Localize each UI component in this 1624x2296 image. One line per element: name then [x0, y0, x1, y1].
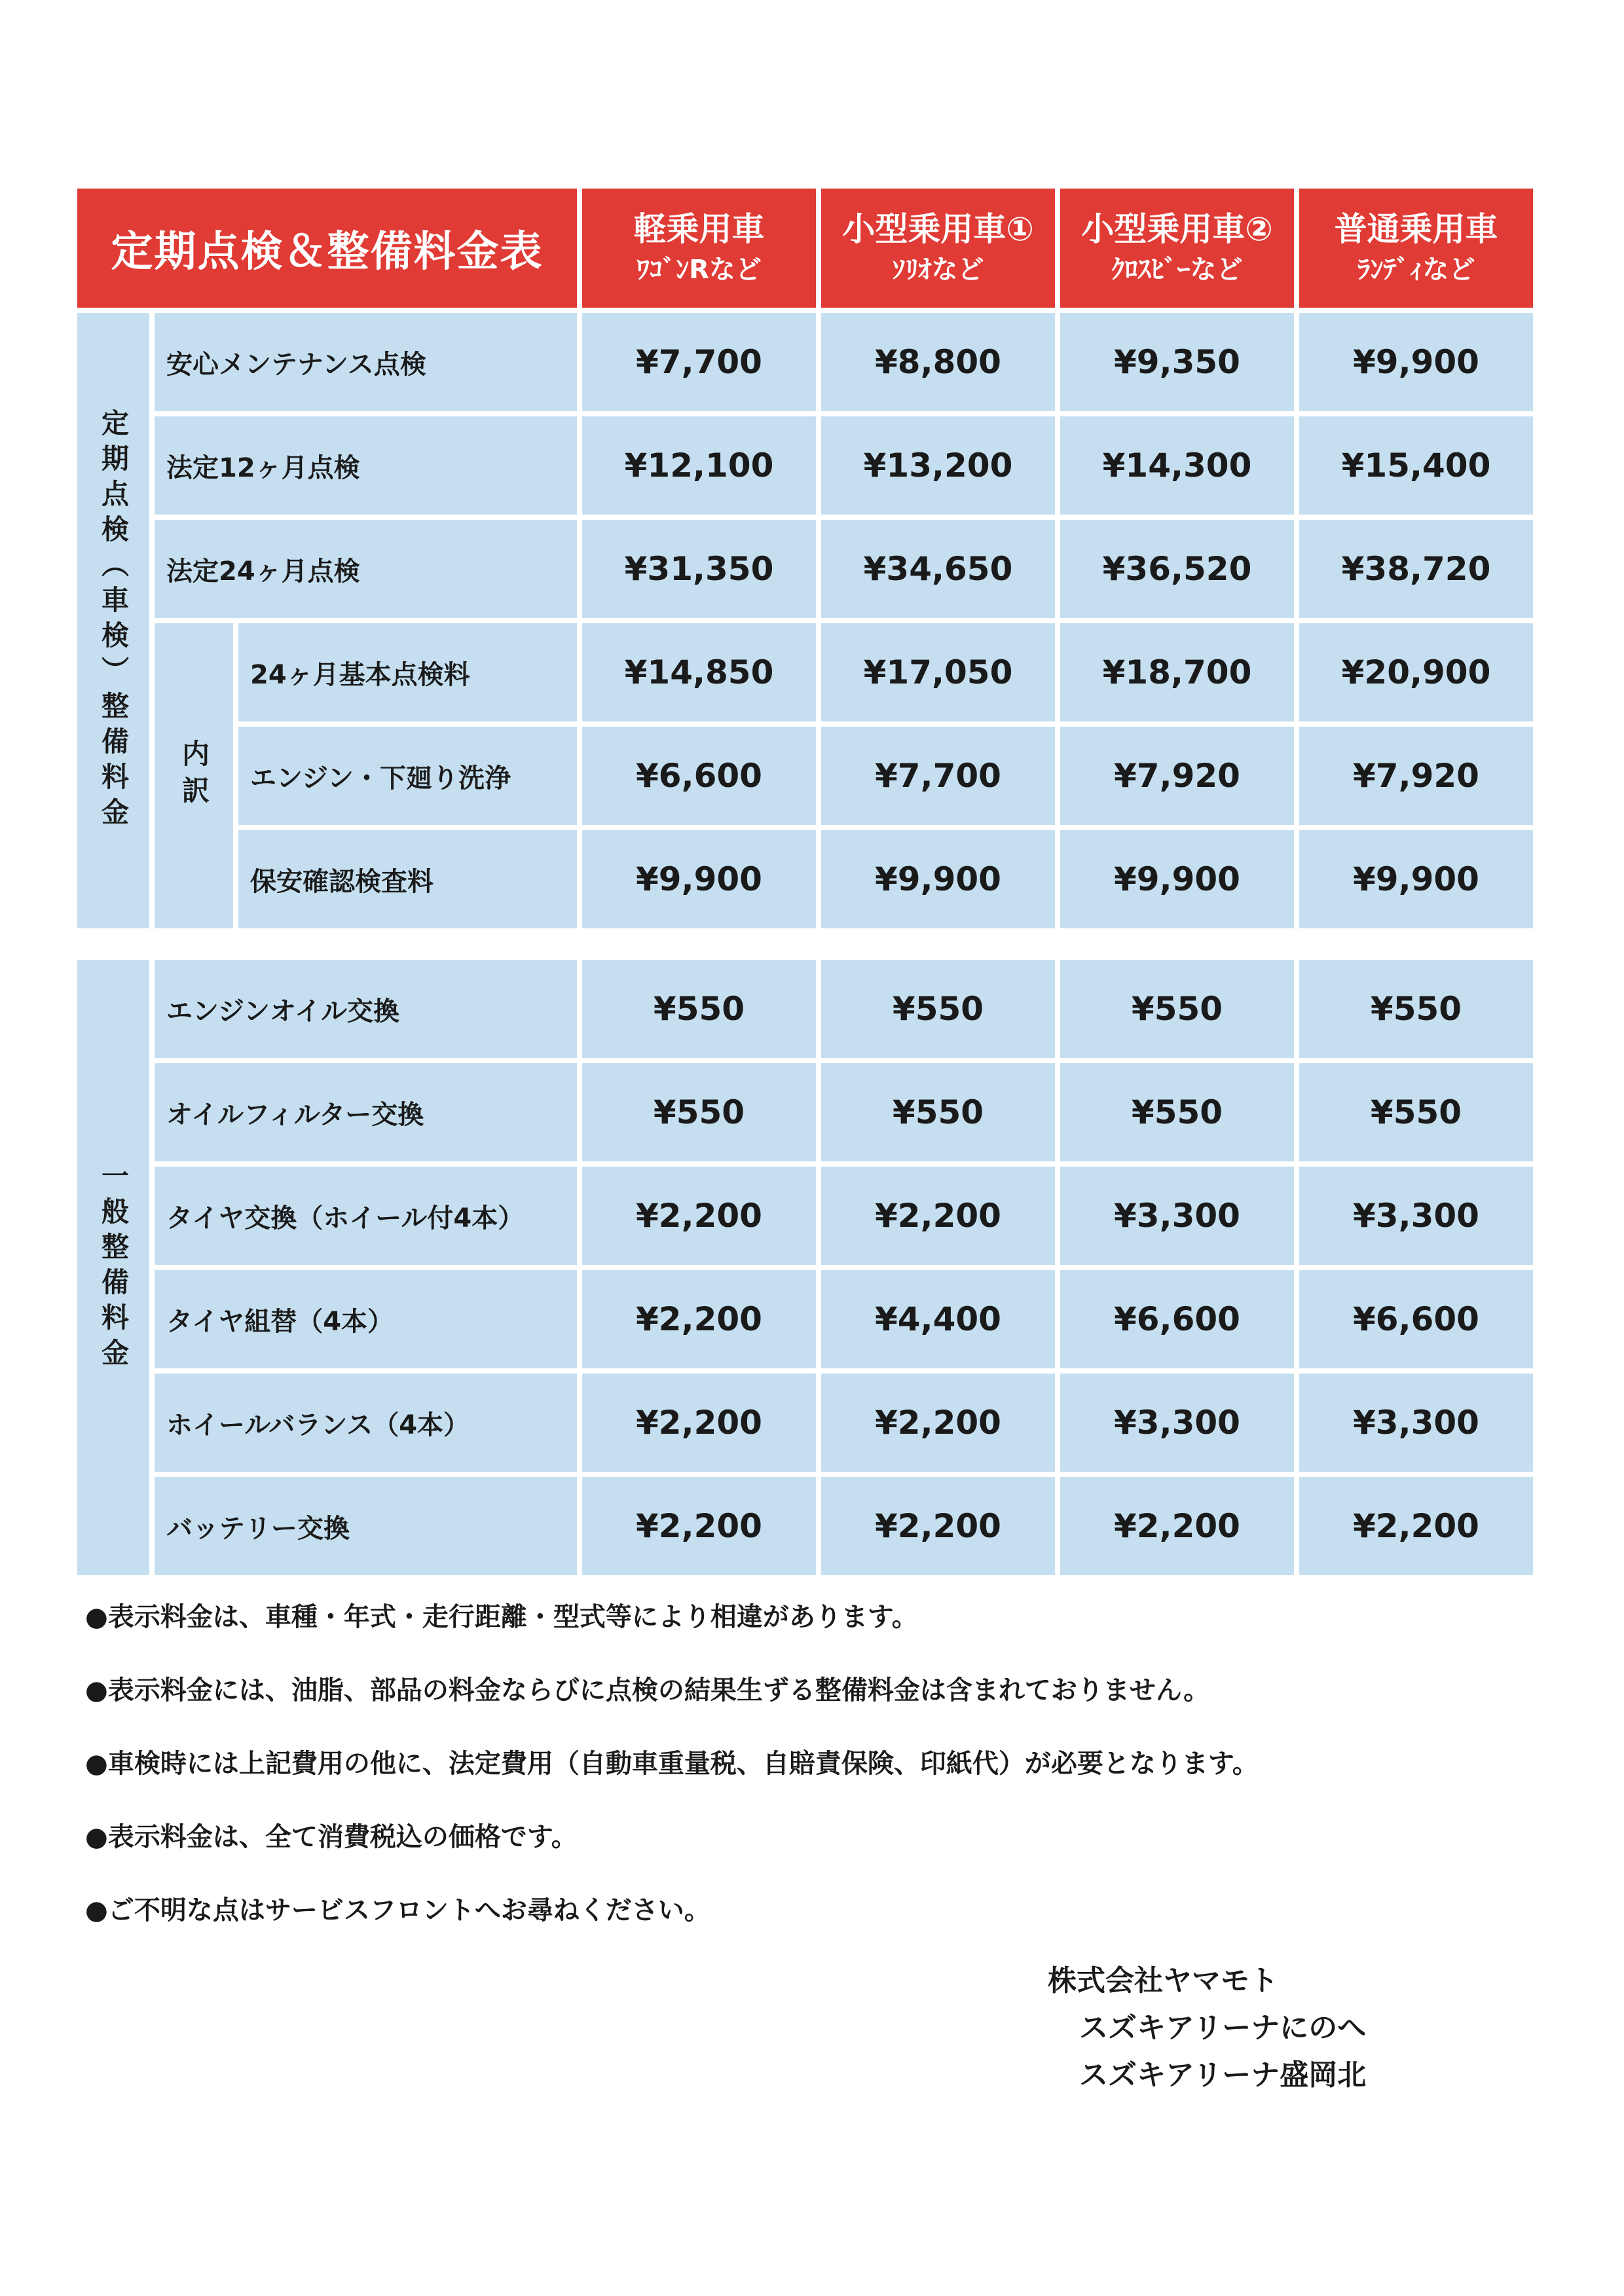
column-example: ｿﾘｵなど — [892, 255, 984, 285]
price-cell: ¥7,700 — [582, 313, 816, 411]
price-cell: ¥8,800 — [821, 313, 1055, 411]
column-name: 軽乗用車 — [633, 210, 765, 248]
price-cell: ¥550 — [582, 1063, 816, 1161]
column-name: 普通乗用車 — [1334, 210, 1498, 248]
row-label: エンジンオイル交換 — [155, 960, 577, 1058]
company-name: 株式会社ヤマモト — [1048, 1964, 1278, 1997]
breakdown-label: 内訳 — [155, 623, 233, 928]
price-table — [77, 189, 1533, 1575]
price-cell: ¥6,600 — [582, 727, 816, 825]
price-cell: ¥9,900 — [821, 830, 1055, 928]
price-cell: ¥2,200 — [821, 1477, 1055, 1575]
price-cell: ¥12,100 — [582, 416, 816, 515]
price-cell: ¥7,700 — [821, 727, 1055, 825]
price-cell: ¥18,700 — [1060, 623, 1294, 721]
note-item: ●車検時には上記費用の他に、法定費用（自動車重量税、自賠責保険、印紙代）が必要となります。 — [85, 1749, 1259, 1779]
price-cell: ¥550 — [582, 960, 816, 1058]
row-label: 保安確認検査料 — [238, 830, 577, 928]
price-cell: ¥550 — [821, 1063, 1055, 1161]
section-label-general: 一般整備料金 — [77, 960, 149, 1575]
note-item: ●ご不明な点はサービスフロントへお尋ねください。 — [85, 1895, 710, 1925]
column-name: 小型乗用車① — [842, 210, 1034, 248]
price-cell: ¥550 — [1060, 960, 1294, 1058]
price-cell: ¥9,350 — [1060, 313, 1294, 411]
price-cell: ¥7,920 — [1060, 727, 1294, 825]
row-label: ホイールバランス（4本） — [155, 1374, 577, 1472]
price-cell: ¥4,400 — [821, 1270, 1055, 1368]
row-label: 安心メンテナンス点検 — [155, 313, 577, 411]
price-cell: ¥3,300 — [1060, 1167, 1294, 1265]
column-header-small2 — [1060, 189, 1294, 308]
price-cell: ¥9,900 — [1060, 830, 1294, 928]
price-cell: ¥31,350 — [582, 520, 816, 618]
row-label: 法定12ヶ月点検 — [155, 416, 577, 515]
price-cell: ¥20,900 — [1299, 623, 1533, 721]
column-example: ｸﾛｽﾋﾞｰなど — [1111, 255, 1243, 285]
row-label: エンジン・下廻り洗浄 — [238, 727, 577, 825]
price-cell: ¥9,900 — [1299, 313, 1533, 411]
price-cell: ¥7,920 — [1299, 727, 1533, 825]
price-cell: ¥2,200 — [582, 1374, 816, 1472]
row-label: バッテリー交換 — [155, 1477, 577, 1575]
price-cell: ¥550 — [1299, 960, 1533, 1058]
price-cell: ¥38,720 — [1299, 520, 1533, 618]
note-item: ●表示料金には、油脂、部品の料金ならびに点検の結果生ずる整備料金は含まれておりません。 — [85, 1675, 1210, 1705]
row-label: 24ヶ月基本点検料 — [238, 623, 577, 721]
column-header-kei — [582, 189, 816, 308]
price-cell: ¥550 — [821, 960, 1055, 1058]
row-label: タイヤ組替（4本） — [155, 1270, 577, 1368]
price-cell: ¥14,300 — [1060, 416, 1294, 515]
row-label: 法定24ヶ月点検 — [155, 520, 577, 618]
price-cell: ¥6,600 — [1060, 1270, 1294, 1368]
section-label-periodic: 定期点検（車検）整備料金 — [77, 313, 149, 928]
column-name: 小型乗用車② — [1081, 210, 1273, 248]
section-divider — [77, 934, 1533, 955]
row-label: タイヤ交換（ホイール付4本） — [155, 1167, 577, 1265]
price-cell: ¥2,200 — [582, 1167, 816, 1265]
price-cell: ¥2,200 — [582, 1270, 816, 1368]
column-header-regular — [1299, 189, 1533, 308]
price-cell: ¥2,200 — [582, 1477, 816, 1575]
price-cell: ¥3,300 — [1299, 1374, 1533, 1472]
store-name: スズキアリーナにのへ — [1079, 2011, 1367, 2045]
column-example: ﾜｺﾞﾝRなど — [637, 255, 762, 285]
column-example: ﾗﾝﾃﾞｨなど — [1357, 255, 1475, 285]
price-cell: ¥9,900 — [582, 830, 816, 928]
price-cell: ¥550 — [1060, 1063, 1294, 1161]
notes-list — [85, 1597, 1259, 1964]
company-block — [1048, 1958, 1366, 2099]
price-cell: ¥14,850 — [582, 623, 816, 721]
price-cell: ¥2,200 — [821, 1374, 1055, 1472]
price-cell: ¥2,200 — [821, 1167, 1055, 1265]
price-cell: ¥15,400 — [1299, 416, 1533, 515]
price-cell: ¥3,300 — [1299, 1167, 1533, 1265]
price-cell: ¥34,650 — [821, 520, 1055, 618]
note-item: ●表示料金は、車種・年式・走行距離・型式等により相違があります。 — [85, 1602, 918, 1632]
price-cell: ¥17,050 — [821, 623, 1055, 721]
price-cell: ¥550 — [1299, 1063, 1533, 1161]
row-label: オイルフィルター交換 — [155, 1063, 577, 1161]
column-header-small1 — [821, 189, 1055, 308]
price-cell: ¥2,200 — [1060, 1477, 1294, 1575]
price-cell: ¥2,200 — [1299, 1477, 1533, 1575]
price-cell: ¥36,520 — [1060, 520, 1294, 618]
note-item: ●表示料金は、全て消費税込の価格です。 — [85, 1822, 578, 1852]
price-cell: ¥6,600 — [1299, 1270, 1533, 1368]
price-cell: ¥3,300 — [1060, 1374, 1294, 1472]
price-cell: ¥13,200 — [821, 416, 1055, 515]
store-name: スズキアリーナ盛岡北 — [1079, 2058, 1367, 2092]
table-title: 定期点検＆整備料金表 — [77, 189, 577, 308]
price-cell: ¥9,900 — [1299, 830, 1533, 928]
